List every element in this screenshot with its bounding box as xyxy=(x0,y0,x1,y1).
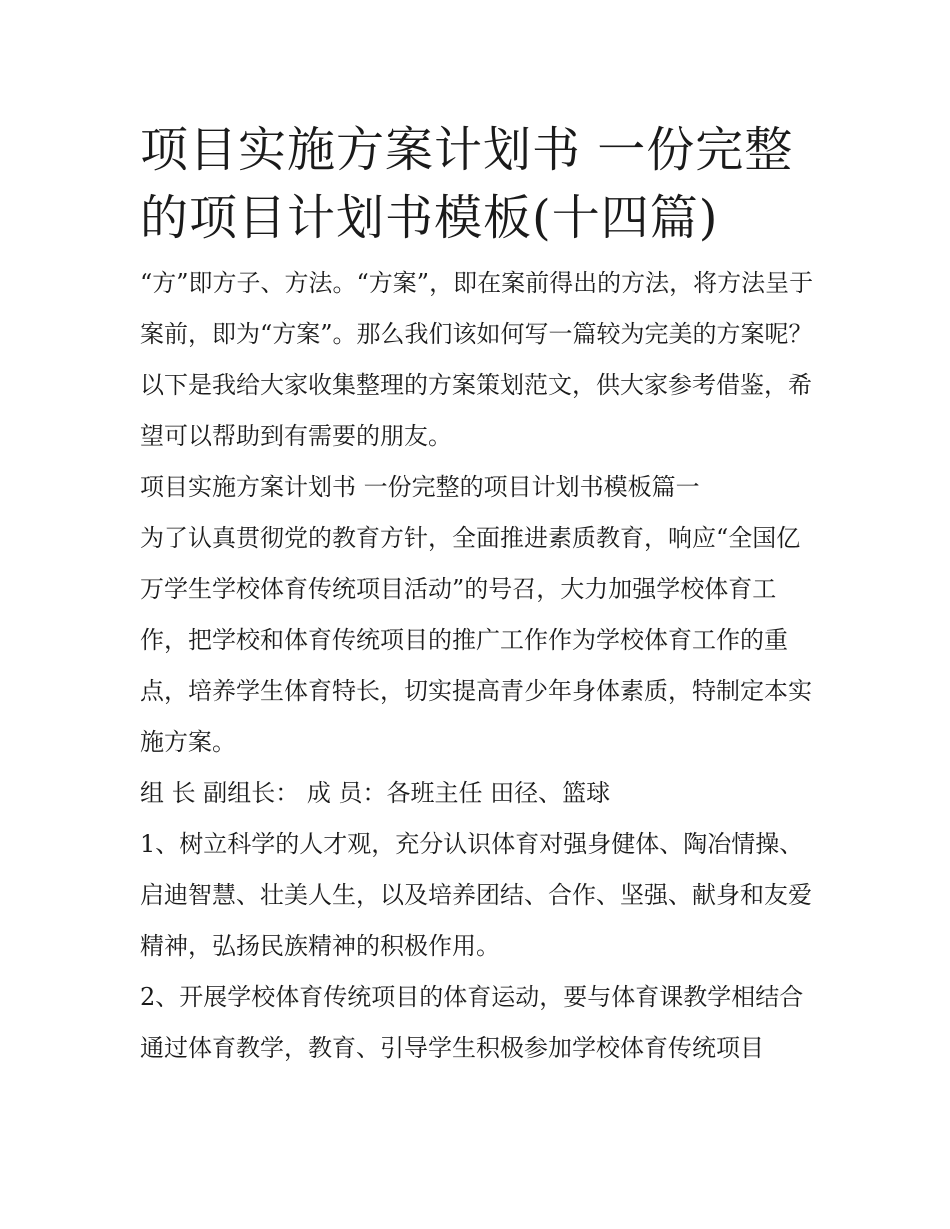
body-paragraph: 为了认真贯彻党的教育方针，全面推进素质教育，响应“全国亿万学生学校体育传统项目活动”的号召，大力加强学校体育工作，把学校和体育传统项目的推广工作作为学校体育工作的重点，培养学生体育特长，切实提高青少年身体素质，特制定本实施方案。 xyxy=(140,524,812,756)
team-members-line: 组 长 副组长： 成 员：各班主任 田径、篮球 xyxy=(140,779,611,807)
document-title: 项目实施方案计划书 一份完整的项目计划书模板(十四篇) xyxy=(140,122,794,246)
intro-paragraph: “方”即方子、方法。“方案”，即在案前得出的方法，将方法呈于案前，即为“方案”。那么我们该如何写一篇较为完美的方案呢？以下是我给大家收集整理的方案策划范文，供大家参考借鉴，希望可以帮助到有需要的朋友。 xyxy=(140,269,814,450)
section-heading: 项目实施方案计划书 一份完整的项目计划书模板篇一 xyxy=(140,473,700,501)
list-item-2: 2、开展学校体育传统项目的体育运动，要与体育课教学相结合通过体育教学，教育、引导学生积极参加学校体育传统项目 xyxy=(140,983,804,1062)
list-item-1: 1、树立科学的人才观，充分认识体育对强身健体、陶冶情操、启迪智慧、壮美人生，以及培养团结、合作、坚强、献身和友爱精神，弘扬民族精神的积极作用。 xyxy=(140,830,812,960)
document-body xyxy=(140,116,820,1074)
